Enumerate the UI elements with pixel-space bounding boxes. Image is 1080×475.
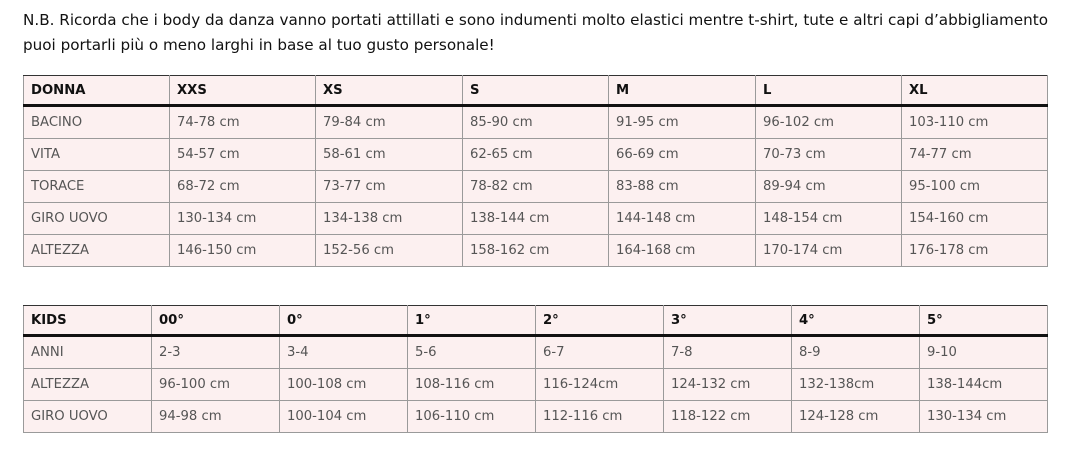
table-cell: 66-69 cm [609,139,756,171]
table-cell: 74-78 cm [170,106,316,139]
table-cell: 118-122 cm [664,401,792,433]
table-cell: 73-77 cm [316,171,463,203]
table-row [24,235,1048,267]
header-cell-xl: XL [902,76,1048,106]
table-cell: 7-8 [664,336,792,369]
table-cell: 144-148 cm [609,203,756,235]
table-cell: 79-84 cm [316,106,463,139]
table-cell: 152-56 cm [316,235,463,267]
table-cell: 96-100 cm [152,369,280,401]
table-cell: 130-134 cm [920,401,1048,433]
table-cell: 148-154 cm [756,203,902,235]
table-cell: 158-162 cm [463,235,609,267]
table-cell: 116-124cm [536,369,664,401]
table-row [24,203,1048,235]
table-cell: 100-104 cm [280,401,408,433]
table-cell: 124-128 cm [792,401,920,433]
table-cell: 54-57 cm [170,139,316,171]
header-cell-size-2: 2° [536,306,664,336]
table-cell: 74-77 cm [902,139,1048,171]
table-row [24,369,1048,401]
row-label: ALTEZZA [24,369,152,401]
table-header-row [24,306,1048,336]
table-cell: 85-90 cm [463,106,609,139]
table-cell: 3-4 [280,336,408,369]
table-row [24,171,1048,203]
table-cell: 124-132 cm [664,369,792,401]
table-cell: 100-108 cm [280,369,408,401]
table-cell: 146-150 cm [170,235,316,267]
table-cell: 94-98 cm [152,401,280,433]
header-cell-size-5: 5° [920,306,1048,336]
table-cell: 112-116 cm [536,401,664,433]
table-cell: 62-65 cm [463,139,609,171]
row-label: ALTEZZA [24,235,170,267]
table-cell: 91-95 cm [609,106,756,139]
table-cell: 132-138cm [792,369,920,401]
table-cell: 134-138 cm [316,203,463,235]
size-guide-note: N.B. Ricorda che i body da danza vanno portati attillati e sono indumenti molto elastici mentre t-shirt, tute e altri capi d’abbigliamento puoi portarli più o meno larghi in base al tuo gusto personale! [23,11,1049,54]
kids-size-table [23,305,1048,433]
header-cell-size-4: 4° [792,306,920,336]
table-cell: 130-134 cm [170,203,316,235]
table-cell: 103-110 cm [902,106,1048,139]
table-cell: 8-9 [792,336,920,369]
table-row [24,139,1048,171]
header-cell-s: S [463,76,609,106]
header-cell-donna: DONNA [24,76,170,106]
table-row [24,401,1048,433]
row-label: GIRO UOVO [24,401,152,433]
table-cell: 68-72 cm [170,171,316,203]
table-cell: 138-144cm [920,369,1048,401]
header-cell-xxs: XXS [170,76,316,106]
row-label: ANNI [24,336,152,369]
header-cell-l: L [756,76,902,106]
donna-size-table [23,75,1048,267]
table-cell: 106-110 cm [408,401,536,433]
header-cell-size-0: 0° [280,306,408,336]
row-label: VITA [24,139,170,171]
header-cell-size-3: 3° [664,306,792,336]
table-cell: 95-100 cm [902,171,1048,203]
header-cell-m: M [609,76,756,106]
table-cell: 89-94 cm [756,171,902,203]
table-cell: 164-168 cm [609,235,756,267]
table-cell: 170-174 cm [756,235,902,267]
table-cell: 9-10 [920,336,1048,369]
row-label: BACINO [24,106,170,139]
table-row [24,106,1048,139]
table-cell: 5-6 [408,336,536,369]
table-cell: 176-178 cm [902,235,1048,267]
header-cell-xs: XS [316,76,463,106]
table-cell: 6-7 [536,336,664,369]
header-cell-size-1: 1° [408,306,536,336]
header-cell-size-00: 00° [152,306,280,336]
table-cell: 154-160 cm [902,203,1048,235]
row-label: TORACE [24,171,170,203]
table-cell: 138-144 cm [463,203,609,235]
table-cell: 108-116 cm [408,369,536,401]
table-header-row [24,76,1048,106]
table-cell: 2-3 [152,336,280,369]
table-cell: 70-73 cm [756,139,902,171]
header-cell-kids: KIDS [24,306,152,336]
table-cell: 58-61 cm [316,139,463,171]
row-label: GIRO UOVO [24,203,170,235]
table-row [24,336,1048,369]
table-cell: 96-102 cm [756,106,902,139]
table-cell: 78-82 cm [463,171,609,203]
table-cell: 83-88 cm [609,171,756,203]
